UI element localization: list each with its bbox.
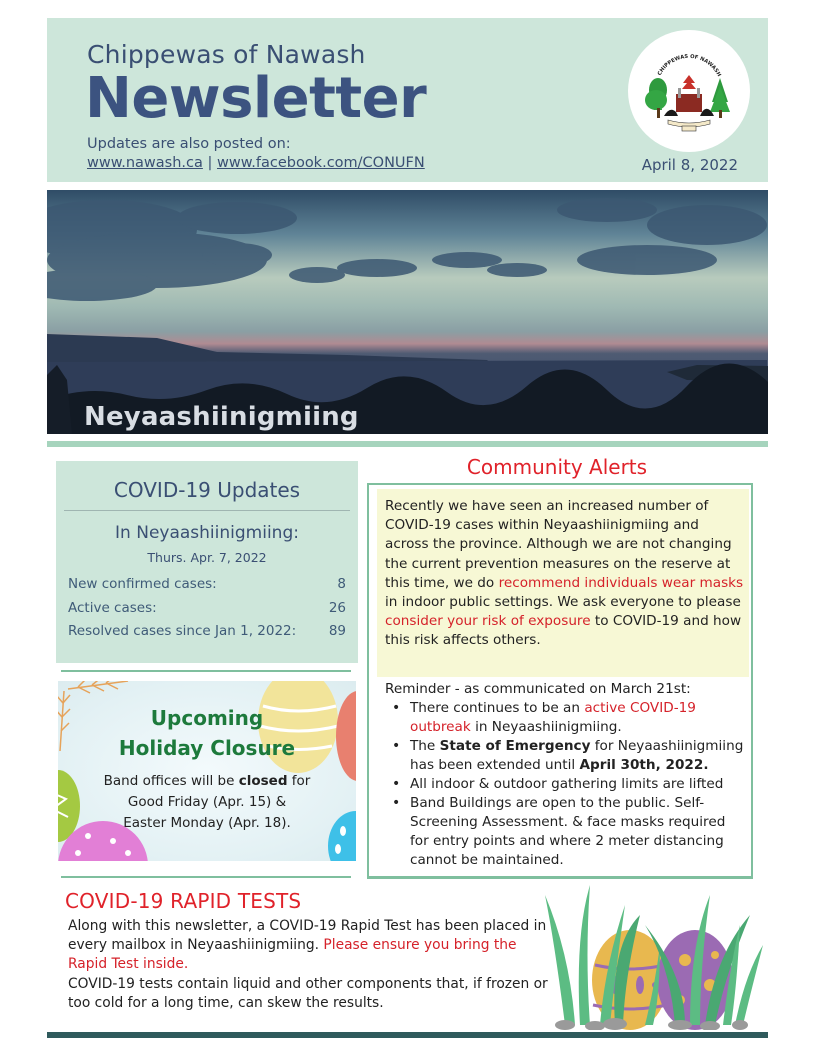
reminder-text: in Neyaashiinigmiing. <box>470 719 622 735</box>
link-separator: | <box>202 155 217 171</box>
alerts-paragraph <box>385 497 745 651</box>
stat-row <box>68 576 346 596</box>
alerts-highlight-box <box>377 489 749 677</box>
alerts-red-text: recommend individuals wear masks <box>498 574 744 591</box>
newsletter-title: Newsletter <box>85 66 427 131</box>
holiday-text-pre: Band offices will be <box>103 773 239 789</box>
stat-value: 26 <box>328 600 346 616</box>
stat-value: 8 <box>337 576 346 592</box>
stat-label: New confirmed cases: <box>68 576 217 592</box>
reminder-heading: Reminder - as communicated on March 21st: <box>385 681 691 697</box>
reminder-text: for Neyaashiinigmiing has been extended until <box>410 738 744 773</box>
newsletter-date: April 8, 2022 <box>641 156 738 174</box>
covid-updates-panel <box>56 461 358 663</box>
holiday-title <box>58 703 356 763</box>
holiday-bottom-rule <box>61 876 351 878</box>
holiday-text-post: for <box>287 773 311 789</box>
reminder-bold-text: April 30th, 2022. <box>579 757 709 773</box>
stat-row <box>68 623 346 643</box>
reminder-item: • All indoor & outdoor gathering limits are lifted <box>385 775 745 794</box>
holiday-easter-monday: Easter Monday (Apr. 18). <box>123 815 291 831</box>
svg-text:CHIPPEWAS OF NAWASH <box>657 54 722 78</box>
reminder-section <box>385 680 745 870</box>
logo-emblem-icon <box>628 30 750 152</box>
rapid-tests-text <box>68 917 558 1013</box>
community-alerts-title: Community Alerts <box>466 455 648 479</box>
rapid-text: Along with this newsletter, a COVID-19 Rapid Test has been placed in every mailbox in Neyaashiinigmiing. <box>68 918 547 954</box>
stat-value: 89 <box>328 623 346 639</box>
reminder-red-text: active COVID-19 outbreak <box>410 700 696 735</box>
alerts-red-text: consider your risk of exposure <box>385 613 591 630</box>
alerts-text: in indoor public settings. We ask everyone to please <box>385 594 741 611</box>
holiday-text-bold: closed <box>238 773 288 789</box>
rapid-red-text: Please ensure you bring the Rapid Test inside. <box>68 937 517 973</box>
reminder-item: • Band Buildings are open to the public. Self-Screening Assessment. & face masks required for entry points and where 2 meter distancing cannot be maintained. <box>385 794 745 870</box>
footer-bar <box>47 1032 768 1038</box>
stat-label: Active cases: <box>68 600 157 616</box>
facebook-link[interactable]: www.facebook.com/CONUFN <box>217 155 425 171</box>
reminder-text: There continues to be an <box>410 700 585 716</box>
rapid-text: COVID-19 tests contain liquid and other components that, if frozen or too cold for a long time, can skew the results. <box>68 975 548 1011</box>
covid-divider <box>64 510 350 511</box>
reminder-text: The <box>410 738 440 754</box>
holiday-top-rule <box>61 670 351 672</box>
holiday-text <box>58 771 356 834</box>
hero-photo <box>47 190 768 434</box>
covid-date: Thurs. Apr. 7, 2022 <box>147 550 267 565</box>
holiday-title-line-1: Upcoming <box>150 706 264 730</box>
reminder-item <box>385 737 745 775</box>
alerts-text: to COVID-19 and how this risk affects others. <box>385 613 742 649</box>
holiday-good-friday: Good Friday (Apr. 15) & <box>127 794 287 810</box>
reminder-item <box>385 699 745 737</box>
website-link[interactable]: www.nawash.ca <box>87 155 203 171</box>
reminder-list <box>385 699 745 870</box>
holiday-title-line-2: Holiday Closure <box>118 736 296 760</box>
organization-name: Chippewas of Nawash <box>87 40 366 69</box>
alerts-text: Recently we have seen an increased number of COVID-19 cases within Neyaashiinigmiing and across the province. Although we are not changing the current prevention measures on the reserve at this time, we do <box>385 498 732 591</box>
covid-updates-title: COVID-19 Updates <box>113 478 301 502</box>
covid-location: In Neyaashiinigmiing: <box>115 523 299 543</box>
holiday-closure-panel <box>58 681 356 861</box>
stat-row <box>68 600 346 620</box>
rapid-tests-title: COVID-19 RAPID TESTS <box>65 889 302 913</box>
community-alerts-panel <box>367 483 753 879</box>
easter-eggs-grass-icon <box>545 885 765 1030</box>
stat-label: Resolved cases since Jan 1, 2022: <box>68 623 297 639</box>
section-divider <box>47 441 768 447</box>
reminder-bold-text: State of Emergency <box>439 738 591 754</box>
header-links <box>87 155 425 171</box>
hero-caption: Neyaashiinigmiing <box>84 402 359 432</box>
updates-label: Updates are also posted on: <box>87 136 291 152</box>
chippewas-logo <box>628 30 750 152</box>
landscape-image <box>47 190 768 434</box>
newsletter-header <box>47 18 768 182</box>
logo-text: CHIPPEWAS OF NAWASH <box>656 53 722 78</box>
